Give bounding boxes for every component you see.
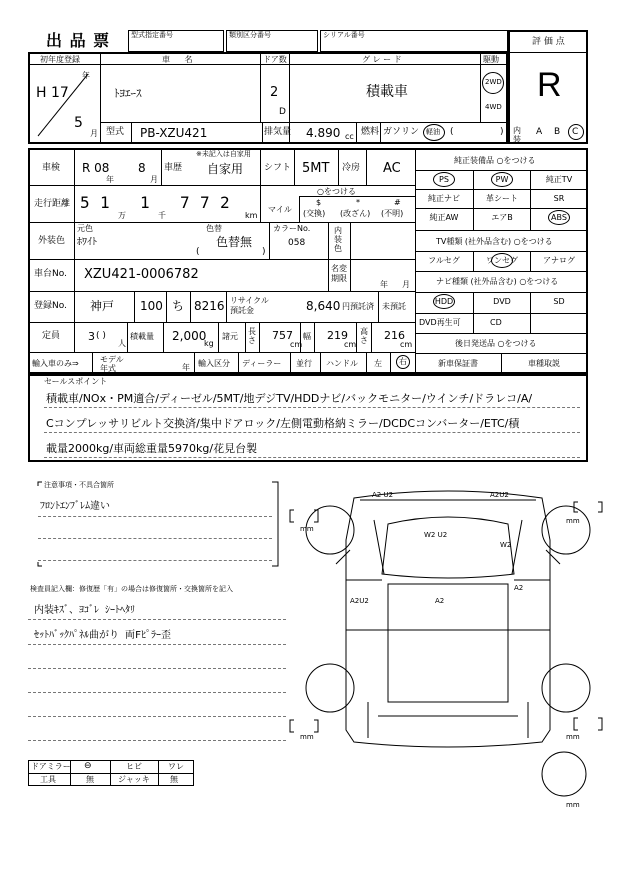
fuel-gasoline: ガソリン — [383, 127, 420, 137]
equipment-item: HDD — [434, 297, 454, 306]
damage-mark: A2 U2 — [372, 491, 394, 499]
length-label: 長さ — [248, 327, 256, 345]
model-year-unit: 年 — [182, 363, 190, 372]
damage-mark: A2 — [435, 597, 445, 605]
height-unit: cm — [400, 340, 413, 349]
sales-line: 載量2000kg/車両総重量5970kg/花見台製 — [46, 442, 258, 455]
tamper-label: (改ざん) — [340, 209, 371, 218]
sales-underline — [44, 407, 580, 408]
interior-b: B — [554, 127, 561, 137]
mileage-digit: 5 — [80, 193, 90, 212]
history-value: 自家用 — [207, 162, 244, 176]
mileage-label: 走行距離 — [34, 199, 71, 209]
dims-label: 諸元 — [222, 332, 238, 341]
mileage-digit: 1 — [140, 193, 150, 212]
jack-value: 無 — [170, 775, 178, 784]
equipment-circle — [548, 210, 570, 225]
mile-label: マイル — [268, 205, 292, 214]
equipment-item: SR — [553, 194, 565, 203]
damage-mark: A2 — [514, 584, 524, 592]
person-unit: 人 — [118, 339, 126, 348]
inspector-label: 検査員記入欄：修復歴「有」の場合は修復箇所・交換箇所を記入 — [30, 585, 233, 593]
inspector-line-1: 内装ｷｽﾞ、ﾖｺﾞﾚ ｼｰﾄﾍﾀﾘ — [34, 605, 136, 616]
name-change-label: 名変期限 — [331, 264, 347, 283]
interior-label: 内装 — [513, 126, 521, 144]
sales-point-label: セールスポイント — [44, 377, 108, 386]
color-changed: 色替無 — [216, 235, 253, 249]
equipment-divider — [473, 170, 474, 230]
later-item: 新車保証書 — [438, 359, 478, 368]
break-label: ワレ — [168, 762, 184, 771]
reg-class: 100 — [140, 299, 163, 313]
equipment-circle — [433, 172, 455, 187]
equipment-divider — [530, 170, 531, 230]
capacity-value: 3 — [88, 330, 95, 343]
mileage-digit: 7 — [200, 193, 210, 212]
model-value: PB-XZU421 — [140, 126, 208, 140]
color-no-label: カラーNo. — [273, 224, 311, 233]
mileage-digit: 2 — [220, 193, 230, 212]
interior-a: A — [536, 127, 543, 137]
shaken-year: R 08 — [82, 161, 110, 175]
width-unit: cm — [344, 340, 357, 349]
equipment-divider — [473, 251, 474, 271]
drive-2wd: 2WD — [485, 78, 502, 86]
left-label: 左 — [374, 359, 382, 368]
parallel-label: 並行 — [296, 359, 312, 368]
displacement-label: 排気量 — [264, 127, 292, 137]
year-unit: 年 — [82, 71, 90, 80]
unpaid-label: 未預託 — [382, 302, 406, 311]
capacity-label: 定員 — [42, 331, 61, 341]
doors-label: ドア数 — [263, 55, 287, 64]
inspector-line-2: ｾｯﾄﾊﾞｯｸﾊﾟﾈﾙ曲がり 両Fﾋﾟﾗｰ歪 — [34, 630, 172, 641]
chassis-value: XZU421-0006782 — [84, 267, 199, 282]
fuel-diesel: 軽油 — [426, 128, 440, 136]
later-title: 後日発送品 ○をつける — [455, 339, 537, 348]
equipment-divider — [530, 251, 531, 271]
interior-c: C — [572, 127, 579, 137]
sen-unit: 千 — [158, 211, 166, 220]
later-item: 車種取説 — [528, 359, 560, 368]
reg-label: 登録No. — [34, 301, 67, 311]
category-number-label: 類別区分番号 — [229, 31, 271, 39]
equipment-item: SD — [553, 297, 565, 306]
model-designation-label: 型式指定番号 — [131, 31, 173, 39]
equipment-item: DVD — [493, 297, 511, 306]
reg-num: 8216 — [194, 299, 225, 313]
unknown-sym: # — [394, 198, 401, 207]
vehicle-diagram — [288, 480, 608, 820]
equipment-item: 革シート — [486, 194, 518, 203]
equipment-item: PW — [495, 175, 509, 184]
shift-label: シフト — [264, 163, 292, 173]
height-label: 高さ — [360, 327, 368, 345]
nav-title: ナビ種類 (社外品含む) ○をつける — [436, 277, 559, 286]
color-change-label: 色替 — [206, 224, 222, 233]
chassis-label: 車台No. — [34, 269, 67, 279]
history-label: 車歴 — [164, 163, 183, 173]
tv-title: TV種類 (社外品含む) ○をつける — [436, 237, 553, 246]
name-change-year: 年 — [380, 280, 388, 289]
color-paren-close: ) — [262, 247, 266, 257]
mileage-digit: 1 — [100, 193, 110, 212]
mm-front-left: mm — [300, 525, 314, 533]
dealer-label: ディーラー — [242, 359, 282, 368]
vehicle-name: ﾄﾖｴｰｽ — [114, 87, 142, 100]
equipment-item: PS — [439, 175, 449, 184]
color-no: 058 — [288, 238, 306, 248]
length-value: 757 — [272, 329, 293, 342]
handle-label: ハンドル — [326, 359, 358, 368]
evaluation-label: 評 価 点 — [532, 37, 565, 47]
fuel-label: 燃料 — [361, 127, 380, 137]
color-label: 外装色 — [38, 236, 66, 246]
recycle-unit: 円預託済 — [342, 302, 374, 311]
sales-line: 積載車/NOx・PM適合/ディーゼル/5MT/地デジTV/HDDナビ/バックモニター/ウインチ/ドラレコ/A/ — [46, 392, 533, 405]
recycle-value: 8,640 — [306, 299, 341, 313]
drive-4wd: 4WD — [485, 103, 502, 111]
fuel-paren-close: ) — [500, 127, 504, 137]
serial-number-label: シリアル番号 — [323, 31, 365, 39]
equipment-item: ワンセグ — [486, 256, 518, 265]
equipment-item: フルセグ — [428, 256, 460, 265]
man-unit: 万 — [118, 211, 126, 220]
tools-value: 無 — [86, 775, 94, 784]
door-mirror-label: ドアミラー — [31, 762, 71, 771]
notes-bracket — [28, 476, 286, 576]
drive-label: 駆動 — [483, 55, 499, 64]
fuel-paren-open: ( — [450, 127, 454, 137]
reg-area: 神戸 — [90, 299, 115, 313]
doors-value: 2 — [270, 85, 279, 100]
kg-unit: kg — [204, 339, 214, 348]
km-unit: km — [245, 211, 258, 220]
color-paren-open: ( — [196, 247, 200, 257]
exchange-sym: $ — [316, 198, 322, 207]
grade-label: グ レ ー ド — [362, 55, 402, 64]
equipment-row-line — [415, 189, 588, 190]
mm-rear-left: mm — [300, 733, 314, 741]
equipment-circle — [491, 172, 513, 187]
displacement-unit: cc — [345, 132, 354, 141]
interior-color-label: 内装色 — [334, 226, 342, 253]
sales-underline — [44, 432, 580, 433]
shaken-month: 8 — [138, 161, 146, 175]
length-unit: cm — [290, 340, 303, 349]
model-year-label: モデル年式 — [100, 355, 124, 373]
door-suffix: D — [279, 107, 286, 117]
orig-color-label: 元色 — [77, 224, 93, 233]
width-label: 幅 — [303, 332, 311, 341]
displacement-value: 4.890 — [306, 126, 341, 140]
height-value: 216 — [384, 329, 405, 342]
mm-rear-right: mm — [566, 733, 580, 741]
import-label: 輸入車のみ⇒ — [32, 359, 79, 368]
damage-mark: A2U2 — [350, 597, 369, 605]
door-mirror-mark: ⊖ — [84, 761, 92, 771]
ac-label: 冷房 — [342, 163, 361, 173]
form-title: 出 品 票 — [46, 31, 111, 50]
ac-value: AC — [383, 161, 401, 176]
mileage-digit: 7 — [180, 193, 190, 212]
crack-label: ヒビ — [126, 762, 142, 771]
notes-label: 注意事項・不具合箇所 — [44, 481, 114, 489]
vehicle-name-label: 車 名 — [162, 55, 199, 64]
shaken-year-unit: 年 — [106, 175, 114, 184]
equipment-row-line — [415, 208, 588, 209]
unknown-label: (不明) — [381, 209, 404, 218]
check-note: ○をつける — [317, 187, 356, 196]
shaken-month-unit: 月 — [150, 175, 158, 184]
month-unit: 月 — [90, 129, 98, 138]
sales-underline — [44, 457, 580, 458]
equipment-circle — [491, 253, 513, 268]
equipment-item: アナログ — [543, 256, 575, 265]
equipment-item: 純正AW — [429, 213, 459, 222]
first-reg-label: 初年度登録 — [40, 55, 80, 64]
shaken-label: 車検 — [42, 163, 61, 173]
damage-mark: W2 U2 — [424, 531, 448, 539]
notes-text: ﾌﾛﾝﾄｴﾝﾌﾞﾚﾑ違い — [40, 501, 110, 512]
orig-color: ﾎﾜｲﾄ — [77, 237, 97, 248]
import-class-label: 輸入区分 — [198, 359, 230, 368]
recycle-label: リサイクル預託金 — [230, 296, 269, 315]
evaluation-score: R — [537, 66, 562, 104]
history-note: ※未記入は自家用 — [196, 150, 251, 158]
equipment-item: 純正ナビ — [428, 194, 460, 203]
equipment-item: ABS — [551, 213, 567, 222]
equipment-circle — [433, 294, 455, 309]
sales-line: Cコンプレッサリビルト交換済/集中ドアロック/左側電動格納ミラー/DCDCコンバーター/ETC/積 — [46, 417, 520, 430]
damage-mark: A2U2 — [490, 491, 509, 499]
name-change-month: 月 — [402, 280, 410, 289]
equipment-title: 純正装備品 ○をつける — [454, 156, 536, 165]
tamper-sym: * — [356, 198, 360, 207]
width-value: 219 — [327, 329, 348, 342]
equipment-divider — [501, 353, 502, 374]
mm-spare: mm — [566, 801, 580, 809]
equipment-item: 純正TV — [545, 175, 573, 184]
right-label: 右 — [399, 357, 407, 366]
jack-label: ジャッキ — [118, 775, 150, 784]
shift-value: 5MT — [302, 161, 330, 176]
grade-value: 積載車 — [366, 84, 408, 100]
load-value: 2,000 — [172, 329, 207, 343]
exchange-label: (交換) — [303, 209, 326, 218]
cd-label: CD — [490, 318, 502, 327]
load-label: 積載量 — [130, 332, 154, 341]
capacity-paren: ( ) — [96, 331, 106, 341]
damage-mark: W2 — [500, 541, 512, 549]
first-reg-month: 5 — [74, 115, 83, 131]
tools-label: 工具 — [40, 775, 56, 784]
first-reg-year: H 17 — [36, 85, 69, 101]
equipment-item: エアB — [491, 213, 513, 222]
reg-kana: ち — [172, 299, 185, 313]
dvd-playback-label: DVD再生可 — [419, 318, 461, 327]
mm-front-right: mm — [566, 517, 580, 525]
model-label: 型式 — [106, 127, 125, 137]
